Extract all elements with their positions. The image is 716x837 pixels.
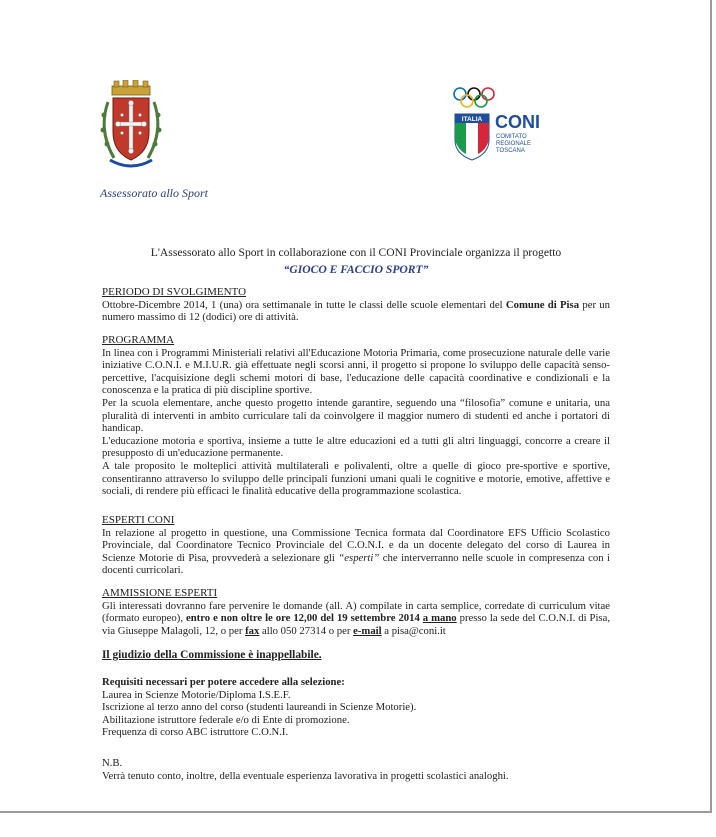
periodo-text-a: Ottobre-Dicembre 2014, 1 (una) ora settimanale in tutte le classi delle scuole elementari del — [102, 298, 506, 311]
coni-sub2-text: REGIONALE — [496, 141, 532, 147]
ammissione-text — [102, 600, 610, 638]
coni-logo — [452, 82, 592, 162]
section-periodo — [102, 286, 610, 324]
ammissione-address: a pisa@coni.it — [381, 624, 446, 637]
intro-line: L'Assessorato allo Sport in collaborazione con il CONI Provinciale organizza il progetto — [150, 246, 562, 259]
pisa-crest-logo — [96, 80, 166, 170]
ammissione-a-mano: a mano — [422, 612, 457, 625]
nb-label: N.B. — [102, 757, 123, 769]
esperti-text-c: che interverranno nelle scuole in compresenza con i docenti curricolari. — [102, 551, 611, 577]
ammissione-heading: AMMISSIONE ESPERTI — [102, 587, 218, 599]
periodo-comune: Comune di Pisa — [505, 298, 580, 311]
section-ammissione — [102, 587, 610, 637]
programma-p2: Per la scuola elementare, anche questo progetto intende garantire, seguendo una “filosofia” comune e unitaria, una pluralità di interventi in ambito curriculare tali da coinvolgere il maggior numero di studenti ed anche i portatori di handicap. — [102, 396, 610, 435]
assessorato-caption: Assessorato allo Sport — [100, 186, 209, 200]
page-background-bottom — [0, 813, 716, 837]
programma-p3: L'educazione motoria e sportiva, insieme a tutte le altre educazioni ed a tutti gli altri linguaggi, concorre a creare il presupposto di un'educazione permanente. — [102, 434, 610, 460]
ammissione-text-e: presso la sede del C.O.N.I. di Pisa, via Giuseppe Malagoli, 12, o per — [102, 612, 611, 637]
project-title: “GIOCO E FACCIO SPORT” — [283, 263, 429, 276]
coni-sub3-text: TOSCANA — [496, 148, 525, 154]
ammissione-fax: fax — [245, 624, 260, 637]
requisiti-block — [102, 676, 610, 739]
requisito-item: Frequenza di corso ABC istruttore C.O.N.I. — [102, 726, 289, 739]
programma-heading: PROGRAMMA — [102, 334, 175, 346]
esperti-text-a: In relazione al progetto in questione, una Commissione Tecnica formata dal Coordinatore EFS Ufficio Scolastico Provinciale, dal Coordinatore Tecnico Provinciale del C.O.N.I. e da un docente delegato del corso di Laurea in Scienze Motorie di Pisa, provvederà a selezionare gli — [102, 526, 610, 564]
programma-p4: A tale proposito le molteplici attività multilaterali e polivalenti, oltre a quelle di gioco pre-sportive e sportive, consentiranno attraverso lo sviluppo delle principali funzioni umani quali le cognitive e motorie, emotive, affettive e sociali, di rendere più efficaci le finalità educative della programmazione scolastica. — [102, 459, 610, 498]
ammissione-text-g: allo 050 27314 o per — [259, 624, 354, 637]
requisiti-heading: Requisiti necessari per potere accedere alla selezione: — [102, 676, 345, 688]
esperti-quoted: “esperti” — [338, 551, 380, 564]
periodo-text — [102, 299, 610, 324]
periodo-heading: PERIODO DI SVOLGIMENTO — [102, 286, 247, 298]
esperti-heading: ESPERTI CONI — [102, 514, 175, 526]
periodo-text-c: per un numero massimo di 12 (dodici) ore di attività. — [102, 298, 610, 324]
section-programma — [102, 334, 610, 498]
requisito-item: Iscrizione al terzo anno del corso (studenti laureandi in Scienze Motorie). — [102, 701, 417, 714]
section-esperti — [102, 514, 610, 577]
esperti-text — [102, 527, 610, 577]
programma-p1: In linea con i Programmi Ministeriali relativi all'Educazione Motoria Primaria, come prosecuzione naturale delle varie iniziative C.O.N.I. e M.I.U.R. già effettuate negli scorsi anni, il progetto si propone lo sviluppo delle capacità senso-percettive, l'acquisizione degli schemi motori di base, l'educazione delle capacità coordinative e condizionali e la conoscenza e la pratica di più discipline sportive. — [102, 346, 610, 397]
coni-country-text: ITALIA — [461, 116, 483, 123]
giudizio-statement: Il giudizio della Commissione è inappellabile. — [102, 649, 322, 661]
nb-text: Verrà tenuto conto, inoltre, della eventuale esperienza lavorativa in progetti scolastici analoghi. — [102, 770, 509, 782]
requisito-item: Abilitazione istruttore federale e/o di Ente di promozione. — [102, 713, 350, 726]
coni-sub1-text: COMITATO — [496, 134, 527, 140]
coni-name-text: CONI — [495, 112, 540, 132]
ammissione-email: e-mail — [353, 624, 382, 637]
requisito-item: Laurea in Scienze Motorie/Diploma I.S.E.F. — [102, 688, 291, 701]
ammissione-deadline: entro e non oltre le ore 12,00 del 19 settembre 2014 — [185, 612, 420, 625]
nb-block — [102, 757, 610, 783]
ammissione-text-a: Gli interessati dovranno fare pervenire le domande (all. A) compilate in carta semplice, corredate di curriculum vitae (formato europeo), — [102, 599, 610, 625]
